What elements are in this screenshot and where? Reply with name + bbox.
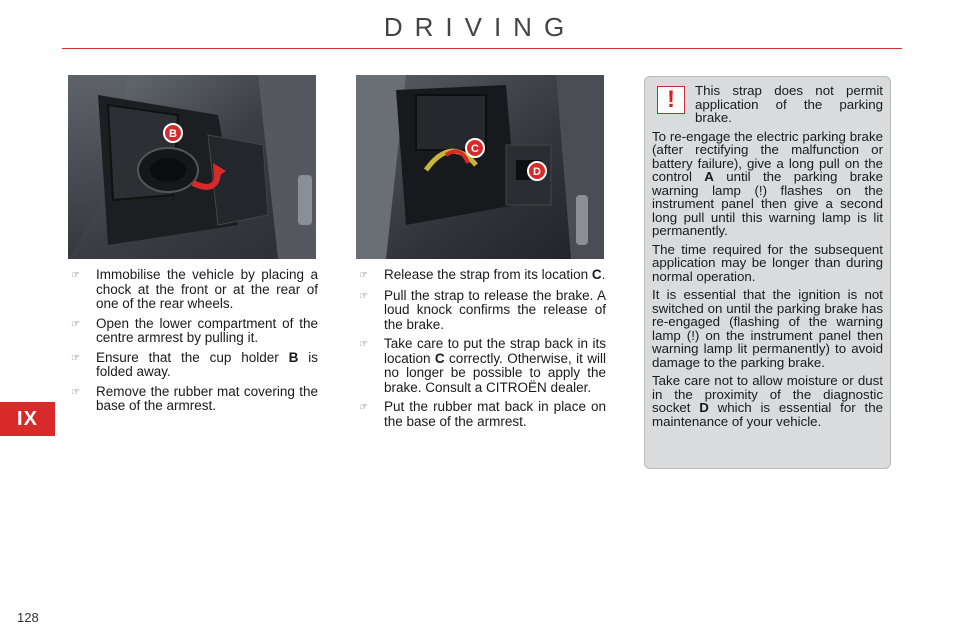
step-text: Pull the strap to release the brake. A loud knock confirms the release of the brake. [384, 287, 606, 332]
pointing-hand-icon: ☞ [359, 270, 368, 281]
warning-head-text: This strap does not permit application of the parking brake. [695, 83, 883, 125]
list-item [356, 289, 606, 333]
strap-illustration [356, 75, 604, 259]
photo-cup-holder [68, 75, 316, 259]
page-number: 128 [17, 610, 39, 625]
step-text: Put the rubber mat back in place on the base of the armrest. [384, 399, 606, 429]
warning-box [644, 76, 891, 469]
pointing-hand-icon: ☞ [71, 352, 80, 364]
steps-list-left [68, 268, 318, 419]
photo-strap-location [356, 75, 604, 259]
pointing-hand-icon: ☞ [359, 290, 368, 302]
pointing-hand-icon: ☞ [359, 402, 368, 413]
step-text: Open the lower compartment of the centre armrest by pulling it. [96, 315, 318, 345]
list-item [68, 268, 318, 312]
pointing-hand-icon: ☞ [71, 318, 80, 330]
list-item [356, 268, 606, 284]
exclamation-icon: ! [657, 86, 685, 114]
step-text: Immobilise the vehicle by placing a chock at the front or at the rear of one of the rear wheels. [96, 267, 318, 311]
callout-b: B [169, 128, 177, 140]
step-text: Ensure that the cup holder B is folded away. [96, 349, 318, 379]
callout-d: D [533, 166, 541, 178]
page-title: DRIVING [383, 12, 577, 42]
warning-paragraph: Take care not to allow moisture or dust in the proximity of the diagnostic socket D which is essential for the maintenance of your vehicle. [652, 373, 883, 429]
list-item [356, 337, 606, 395]
list-item [68, 385, 318, 414]
pointing-hand-icon: ☞ [359, 339, 368, 350]
step-text: Take care to put the strap back in its location C correctly. Otherwise, it will no longer be possible to apply the brake. Consult a CITROËN dealer. [384, 336, 606, 395]
list-item [356, 400, 606, 429]
pointing-hand-icon: ☞ [71, 270, 80, 281]
title-divider [62, 48, 902, 49]
warning-paragraph: To re-engage the electric parking brake (after rectifying the malfunction or battery failure), give a long pull on the control A until the parking brake warning lamp (!) flashes on the instrument panel then give a second long pull until this warning lamp is lit permanently. [652, 128, 884, 238]
warning-paragraph: It is essential that the ignition is not switched on until the parking brake has re-engaged (flashing of the warning lamp (!) on the instrument panel then warning lamp lit permanently) to avoid damage to the parking brake. [652, 287, 883, 370]
pointing-hand-icon: ☞ [71, 386, 80, 398]
steps-list-right [356, 268, 606, 434]
warning-paragraph: The time required for the subsequent application may be longer than during normal operation. [652, 241, 883, 284]
list-item [68, 317, 318, 346]
list-item [68, 351, 318, 380]
warning-header [650, 82, 885, 125]
callout-c: C [471, 143, 479, 155]
chapter-tab[interactable]: IX [0, 402, 55, 436]
step-text: Release the strap from its location C. [384, 267, 606, 282]
step-text: Remove the rubber mat covering the base of the armrest. [96, 383, 318, 413]
cup-holder-illustration [68, 75, 316, 259]
